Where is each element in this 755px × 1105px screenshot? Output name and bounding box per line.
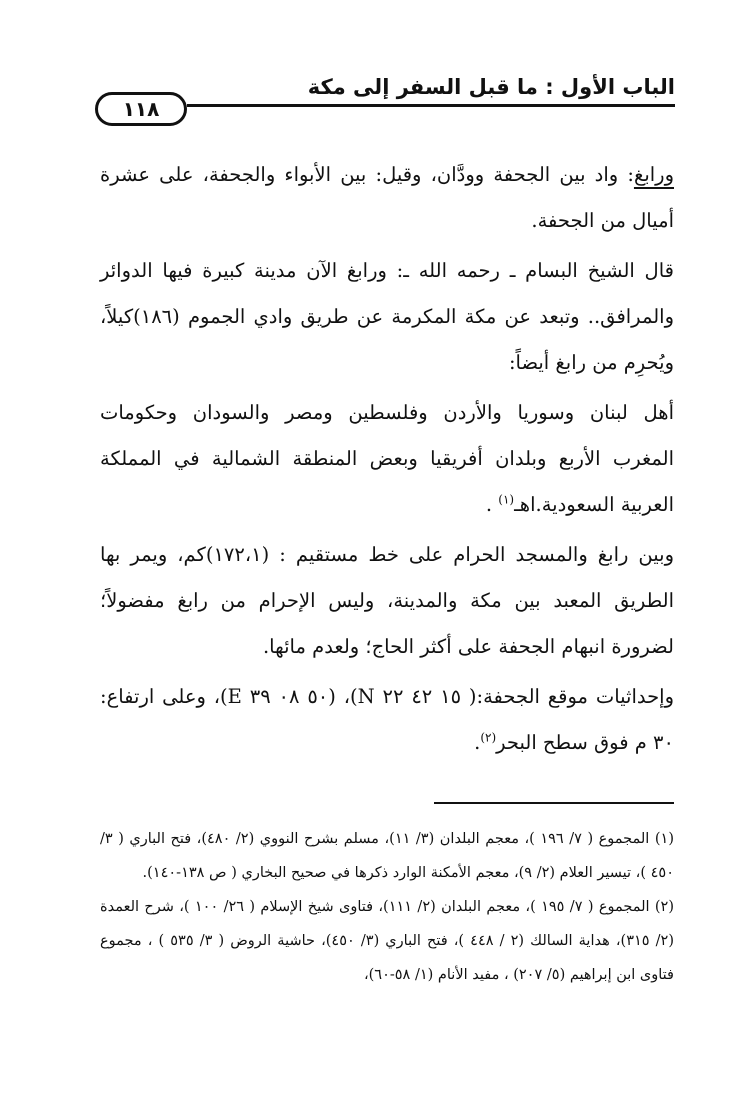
footnote-number: (١) [654,831,674,847]
footnote-ref-1: (١) [498,492,515,507]
paragraph-3 [100,390,674,528]
footnotes [100,822,674,992]
paragraph-2: قال الشيخ البسام ـ رحمه الله ـ: ورابغ الآن مدينة كبيرة فيها الدوائر والمرافق.. وتبعد عن مكة المكرمة عن طريق وادي الجموم (١٨٦)كيلاً، ويُحرِم من رابغ أيضاً: [100,259,674,374]
page-header [95,70,675,130]
footnote-text: المجموع ( ٧/ ١٩٦ )، معجم البلدان (٣/ ١١)، مسلم بشرح النووي (٢/ ٤٨٠)، فتح الباري ( ٣/ ٤٥٠ )، تيسير العلام (٢/ ٩)، معجم الأمكنة الوارد ذكرها في صحيح البخاري ( ص ١٣٨-١٤٠). [100,831,674,881]
paragraph-3-text: أهل لبنان وسوريا والأردن وفلسطين ومصر والسودان وحكومات المغرب الأربع وبلدان أفريقيا وبعض المنطقة الشمالية في المملكة العربية السعودية.اهـ [100,401,674,516]
page-number: ١١٨ [95,92,187,126]
chapter-title: الباب الأول : ما قبل السفر إلى مكة [307,75,675,99]
paragraph-4: وبين رابغ والمسجد الحرام على خط مستقيم : (١٧٢،١)كم، ويمر بها الطريق المعبد بين مكة والمدينة، وليس الإحرام من رابغ مفضولاً؛ لضرورة انبهام الجحفة على أكثر الحاج؛ ولعدم مائها. [100,543,674,658]
paragraph-3-end: . [485,493,499,516]
footnote-text: المجموع ( ٧/ ١٩٥ )، معجم البلدان (٢/ ١١١)، فتاوى شيخ الإسلام ( ٢٦/ ١٠٠ )، شرح العمدة (٢/ ٣١٥)، هداية السالك (٢ / ٤٤٨ )، فتح الباري (٣/ ٤٥٠)، حاشية الروض ( ٣/ ٥٣٥ ) ، مجموع فتاوى ابن إبراهيم (٥/ ٢٠٧) ، مفيد الأنام (١/ ٥٨-٦٠)، [100,899,675,983]
paragraph-5-end: . [474,731,481,754]
footnote-number: (٢) [654,899,674,915]
footnote-separator [434,802,674,804]
paragraph-5 [100,674,674,766]
paragraph-5-text: وإحداثيات موقع الجحفة:( ١٥ ٤٢ ٢٢ N)، (٥٠ ٠٨ ٣٩ E)، وعلى ارتفاع: ٣٠ م فوق سطح البحر [100,685,674,754]
footnote-1 [100,822,674,890]
paragraph-1-text: : واد بين الجحفة وودَّان، وقيل: بين الأبواء والجحفة، على عشرة أميال من الجحفة. [100,163,674,232]
footnote-ref-2: (٢) [480,730,497,745]
main-text [100,152,674,770]
footnote-2 [100,890,674,992]
defined-term: ورابغ [633,163,674,186]
paragraph-1 [100,152,674,244]
header-rule [187,104,675,107]
